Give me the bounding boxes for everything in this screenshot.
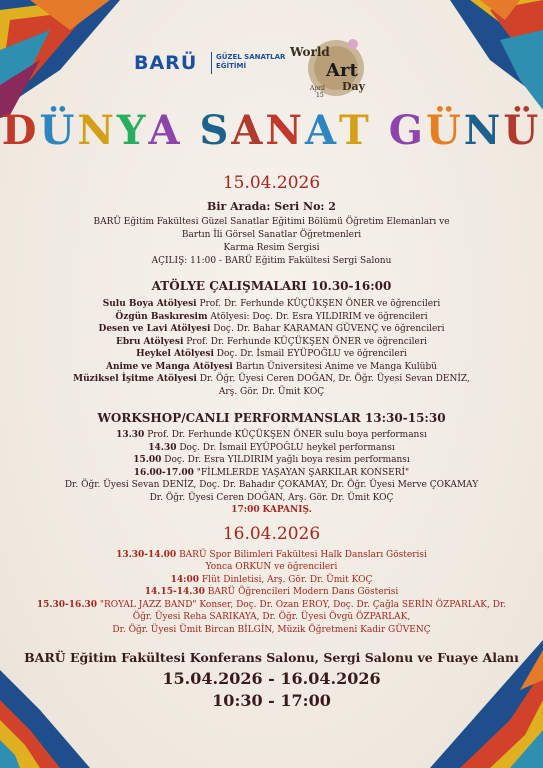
- title-letter: Ü: [503, 107, 542, 154]
- program-text: BARÜ Spor Bilimleri Fakültesi Halk Dansları Gösterisi: [179, 549, 427, 560]
- workshops-list: [0, 298, 543, 398]
- performance-text: Prof. Dr. Ferhunde KÜÇÜKŞEN ÖNER sulu boya performansı: [147, 430, 427, 440]
- workshop-item: [0, 298, 543, 311]
- day2-program-list: [0, 549, 543, 637]
- day2-program-item: [0, 586, 543, 599]
- faculty-name: [216, 53, 285, 71]
- paint-stroke-top-right: [380, 0, 543, 110]
- wad-art-text: Art: [326, 60, 358, 81]
- workshop-item: [0, 386, 543, 399]
- title-letter: Ü: [39, 107, 78, 154]
- day2-program-item: [0, 561, 543, 574]
- performance-item: [0, 454, 543, 467]
- performance-text: KAPANIŞ.: [262, 505, 312, 515]
- workshop-detail: Doç. Dr. İsmail EYÜPOĞLU ve öğrencileri: [216, 349, 407, 359]
- title-letter: A: [148, 107, 183, 154]
- workshop-name: Ebru Atölyesi: [115, 336, 184, 347]
- workshop-detail: Doç. Dr. Bahar KARAMAN GÜVENÇ ve öğrencileri: [213, 324, 445, 334]
- opening-line: AÇILIŞ: 11:00 - BARÜ Eğitim Fakültesi Sergi Salonu: [151, 256, 392, 266]
- workshop-detail: Arş. Gör. Dr. Ümit KOÇ: [218, 386, 325, 397]
- program-time: 14.15-14.30: [144, 587, 205, 597]
- workshop-detail: Dr. Öğr. Üyesi Ceren DOĞAN, Dr. Öğr. Üyesi Sevan DENİZ,: [199, 374, 470, 384]
- title-letter: [183, 107, 200, 154]
- venue: BARÜ Eğitim Fakültesi Konferans Salonu, Sergi Salonu ve Fuaye Alanı: [24, 650, 519, 665]
- workshop-detail: Prof. Dr. Ferhunde KÜÇÜKŞEN ÖNER ve öğrencileri: [186, 336, 428, 347]
- day2-program-item: [0, 549, 543, 562]
- date-range: 15.04.2026 - 16.04.2026: [162, 669, 381, 688]
- paint-stroke-top-left: [0, 0, 140, 120]
- title-letter: [372, 107, 389, 154]
- title-letter: A: [304, 107, 339, 154]
- program-text: Flüt Dinletisi, Arş. Gör. Dr. Ümit KOÇ: [201, 574, 373, 585]
- workshop-name: Desen ve Lavi Atölyesi: [98, 324, 211, 334]
- day2-program-item: [0, 624, 543, 637]
- world-art-day-logo: [286, 34, 368, 100]
- program-text: "ROYAL JAZZ BAND" Konser, Doç. Dr. Ozan EROY, Doç. Dr. Çağla SERİN ÖZPARLAK, Dr.: [99, 599, 507, 610]
- performance-item: [0, 467, 543, 480]
- workshop-name: Sulu Boya Atölyesi: [102, 299, 197, 309]
- title-letter: A: [231, 107, 266, 154]
- performance-item: [0, 429, 543, 442]
- day2-program-item: [0, 611, 543, 624]
- series-title: Bir Arada: Seri No: 2: [207, 200, 336, 213]
- logo-divider: [211, 52, 212, 74]
- workshop-detail: Prof. Dr. Ferhunde KÜÇÜKŞEN ÖNER ve öğrencileri: [199, 299, 441, 309]
- exhibition-line-3: Karma Resim Sergisi: [223, 243, 320, 253]
- performances-heading: WORKSHOP/CANLI PERFORMANSLAR 13:30-15:30: [97, 411, 446, 425]
- performance-text: Doç. Dr. İsmail EYÜPOĞLU heykel performansı: [179, 442, 395, 453]
- workshop-item: [0, 361, 543, 374]
- title-letter: N: [463, 107, 504, 154]
- performance-item: [0, 492, 543, 505]
- program-time: 15.30-16.30: [36, 599, 97, 610]
- performance-time: 14.30: [148, 442, 177, 453]
- faculty-name-line-1: GÜZEL SANATLAR: [216, 53, 286, 61]
- performance-text: Dr. Öğr. Üyesi Sevan DENİZ, Doç. Dr. Bahadır ÇOKAMAY, Dr. Öğr. Üyesi Merve ÇOKAMAY: [64, 480, 479, 490]
- workshop-detail: Bartın Üniversitesi Anime ve Manga Kulübü: [235, 361, 438, 372]
- workshop-name: Özgün Baskıresim: [115, 311, 208, 322]
- workshop-item: [0, 373, 543, 386]
- wad-april-text: April: [310, 85, 325, 92]
- performance-text: Doç. Dr. Esra YILDIRIM yağlı boya resim performansı: [164, 455, 410, 465]
- wad-world-text: World: [290, 45, 330, 59]
- title-letter: N: [265, 107, 305, 154]
- performance-item: [0, 442, 543, 455]
- title-letter: S: [199, 107, 232, 154]
- program-text: BARÜ Öğrencileri Modern Dans Gösterisi: [207, 587, 399, 597]
- title-letter: Y: [116, 107, 149, 154]
- time-range: 10:30 - 17:00: [212, 691, 331, 710]
- page-title: [0, 107, 543, 154]
- program-time: 13.30-14.00: [116, 549, 177, 560]
- performance-time: 16.00-17.00: [133, 467, 194, 478]
- date-day-2: 16.04.2026: [222, 523, 321, 544]
- title-letter: D: [1, 107, 40, 154]
- workshop-name: Heykel Atölyesi: [136, 349, 214, 359]
- exhibition-line-1: BARÜ Eğitim Fakültesi Güzel Sanatlar Eğitimi Bölümü Öğretim Elemanları ve: [93, 217, 450, 227]
- baru-logo: BARÜ: [134, 52, 198, 74]
- day2-program-item: [0, 599, 543, 612]
- performance-item: [0, 479, 543, 492]
- title-letter: N: [77, 107, 117, 154]
- workshop-item: [0, 311, 543, 324]
- exhibition-line-2: Bartın İli Görsel Sanatlar Öğretmenleri: [181, 230, 362, 240]
- workshop-item: [0, 336, 543, 349]
- event-details: [0, 172, 543, 710]
- performance-text: "FİLMLERDE YAŞAYAN ŞARKILAR KONSERİ": [196, 467, 410, 478]
- workshop-detail: Atölyesi: Doç. Dr. Esra YILDIRIM ve öğrencileri: [210, 311, 428, 322]
- faculty-name-line-2: EĞİTİMİ: [216, 62, 247, 70]
- workshop-item: [0, 348, 543, 361]
- performances-list: [0, 429, 543, 517]
- performance-item: [0, 504, 543, 517]
- workshop-name: Anime ve Manga Atölyesi: [105, 361, 233, 372]
- performance-time: 17:00: [231, 505, 260, 515]
- wad-day-text: Day: [342, 80, 366, 93]
- wad-date-text: 15: [316, 92, 324, 99]
- program-text: Dr. Öğr. Üyesi Ümit Bircan BİLGİN, Müzik Öğretmeni Kadir GÜVENÇ: [112, 624, 431, 635]
- workshop-item: [0, 323, 543, 336]
- program-text: Yonca ORKUN ve öğrencileri: [205, 562, 338, 572]
- performance-time: 13.30: [116, 430, 145, 440]
- performance-text: Dr. Öğr. Üyesi Ceren DOĞAN, Arş. Gör. Dr. Ümit KOÇ: [149, 492, 394, 503]
- title-letter: Ü: [425, 107, 464, 154]
- program-text: Öğr. Üyesi Reha SARIKAYA, Dr. Öğr. Üyesi Övgü ÖZPARLAK,: [132, 612, 411, 622]
- date-day-1: 15.04.2026: [222, 173, 321, 193]
- performance-time: 15.00: [133, 455, 162, 465]
- program-time: 14:00: [170, 574, 200, 585]
- title-letter: T: [339, 107, 372, 154]
- workshop-name: Müziksel İşitme Atölyesi: [73, 374, 197, 384]
- day2-program-item: [0, 574, 543, 587]
- title-letter: G: [388, 107, 426, 154]
- workshops-heading: ATÖLYE ÇALIŞMALARI 10.30-16:00: [151, 279, 392, 293]
